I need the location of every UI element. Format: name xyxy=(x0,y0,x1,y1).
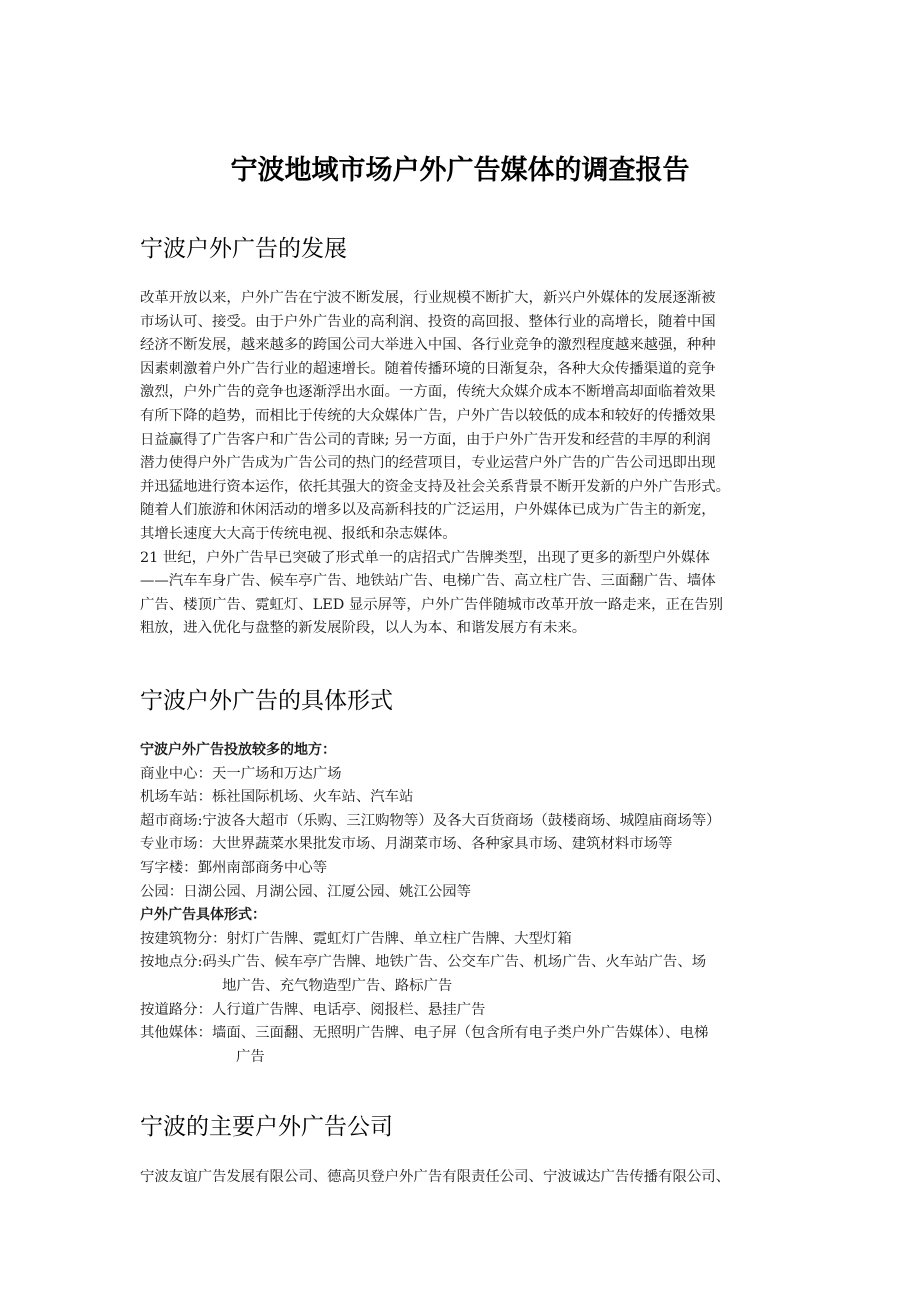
form-item xyxy=(140,1022,785,1046)
text-line: 激烈，户外广告的竞争也逐渐浮出水面。一方面，传统大众媒介成本不断增高却面临着效果 xyxy=(140,384,716,401)
form-item-continuation: 广告 xyxy=(236,1048,265,1065)
place-label: 写字楼： xyxy=(140,859,198,876)
form-label: 按道路分： xyxy=(140,1001,212,1018)
form-label: 按建筑物分： xyxy=(140,930,227,947)
place-label: 专业市场： xyxy=(140,836,212,853)
text-line: 改革开放以来，户外广告在宁波不断发展，行业规模不断扩大，新兴户外媒体的发展逐渐被 xyxy=(140,290,716,306)
place-value: 日湖公园、月湖公园、江厦公园、姚江公园等 xyxy=(183,883,472,900)
text-line: 市场认可、接受。由于户外广告业的高利润、投资的高回报、整体行业的高增长，随着中国 xyxy=(140,313,716,330)
form-item xyxy=(140,999,785,1023)
form-item xyxy=(140,928,785,952)
form-value: 码头广告、候车亭广告牌、地铁广告、公交车广告、机场广告、火车站广告、场 xyxy=(202,954,707,971)
form-label: 其他媒体： xyxy=(140,1025,212,1042)
forms-subheading: 户外广告具体形式： xyxy=(140,907,266,924)
form-item-continuation: 地广告、充气物造型广告、路标广告 xyxy=(222,977,453,994)
text-line: 日益赢得了广告客户和广告公司的青睐; 另一方面，由于户外广告开发和经营的丰厚的利润 xyxy=(140,431,711,448)
form-item xyxy=(140,951,785,975)
text-line: ——汽车车身广告、候车亭广告、地铁站广告、电梯广告、高立柱广告、三面翻广告、墙体 xyxy=(140,573,716,590)
text-line: 经济不断发展，越来越多的跨国公司大举进入中国、各行业竞争的激烈程度越来越强，种种 xyxy=(140,337,716,354)
place-item xyxy=(140,833,785,857)
place-label: 公园： xyxy=(140,883,184,900)
document-title: 宁波地域市场户外广告媒体的调查报告 xyxy=(230,155,690,186)
place-value: 天一广场和万达广场 xyxy=(211,765,342,782)
place-label: 商业中心： xyxy=(140,765,212,782)
text-line: 其增长速度大大高于传统电视、报纸和杂志媒体。 xyxy=(140,525,457,542)
place-label: 超市商场: xyxy=(140,812,203,829)
text-line: 有所下降的趋势，而相比于传统的大众媒体广告，户外广告以较低的成本和较好的传播效果 xyxy=(140,407,716,424)
text-line: 宁波友谊广告发展有限公司、德高贝登户外广告有限责任公司、宁波诚达广告传播有限公司、 xyxy=(140,1169,731,1185)
section-heading-forms: 宁波户外广告的具体形式 xyxy=(140,688,393,714)
place-item xyxy=(140,763,785,787)
place-item xyxy=(140,881,785,905)
place-value: 栎社国际机场、火车站、汽车站 xyxy=(211,789,414,806)
form-value: 墙面、三面翻、无照明广告牌、电子屏（包含所有电子类户外广告媒体）、电梯 xyxy=(211,1025,709,1042)
text-line: 粗放，进入优化与盘整的新发展阶段，以人为本、和谐发展方有未来。 xyxy=(140,620,587,637)
section-heading-development: 宁波户外广告的发展 xyxy=(140,236,347,262)
place-value: 大世界蔬菜水果批发市场、月湖菜市场、各种家具市场、建筑材料市场等 xyxy=(211,836,673,853)
text-line: 因素刺激着户外广告行业的超速增长。随着传播环境的日渐复杂，各种大众传播渠道的竞争 xyxy=(140,360,716,377)
places-and-forms-list xyxy=(140,739,785,1069)
text-line: 广告、楼顶广告、霓虹灯、LED 显示屏等，户外广告伴随城市改革开放一路走来，正在告别 xyxy=(140,596,724,613)
section-heading-companies: 宁波的主要户外广告公司 xyxy=(140,1114,393,1140)
text-line: 随着人们旅游和休闲活动的增多以及高新科技的广泛运用，户外媒体已成为广告主的新宠， xyxy=(140,502,716,519)
place-item xyxy=(140,857,785,881)
paragraph-development xyxy=(140,287,785,641)
text-line: 21 世纪，户外广告早已突破了形式单一的店招式广告牌类型，出现了更多的新型户外媒体 xyxy=(140,549,710,566)
form-value: 射灯广告牌、霓虹灯广告牌、单立柱广告牌、大型灯箱 xyxy=(226,930,572,947)
place-value: 宁波各大超市（乐购、三江购物等）及各大百货商场（鼓楼商场、城隍庙商场等） xyxy=(202,812,721,829)
place-item xyxy=(140,810,785,834)
place-label: 机场车站： xyxy=(140,789,212,806)
form-label: 按地点分: xyxy=(140,954,203,971)
place-item xyxy=(140,786,785,810)
place-value: 鄞州南部商务中心等 xyxy=(197,859,328,876)
text-line: 潜力使得户外广告成为广告公司的热门的经营项目，专业运营户外广告的广告公司迅即出现 xyxy=(140,455,716,472)
form-value: 人行道广告牌、电话亭、阅报栏、悬挂广告 xyxy=(211,1001,486,1018)
text-line: 并迅猛地进行资本运作，依托其强大的资金支持及社会关系背景不断开发新的户外广告形式。 xyxy=(140,478,731,495)
paragraph-companies xyxy=(140,1166,785,1190)
places-subheading: 宁波户外广告投放较多的地方： xyxy=(140,742,336,758)
